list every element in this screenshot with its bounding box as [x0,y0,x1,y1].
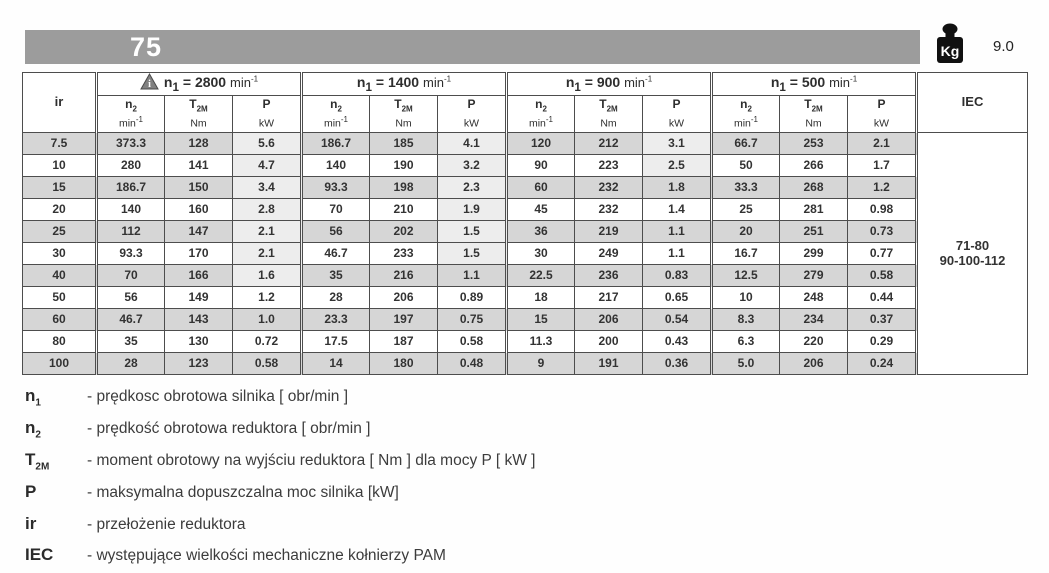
subheader-row [23,96,1028,133]
t2m-value: 170 [165,243,233,265]
t2m-value: 266 [780,155,848,177]
t2m-value: 216 [370,265,438,287]
legend-description: - występujące wielkości mechaniczne kołnierzy PAM [87,547,446,565]
weight-value: 9.0 [993,38,1014,55]
p-value: 1.1 [643,221,712,243]
legend [25,386,536,573]
t2m-value: 281 [780,199,848,221]
p-value: 4.1 [438,133,507,155]
t2m-value: 147 [165,221,233,243]
n2-value: 12.5 [712,265,780,287]
t2m-value: 232 [575,199,643,221]
t2m-value: 198 [370,177,438,199]
n2-value: 93.3 [97,243,165,265]
p-value: 1.2 [848,177,917,199]
n2-value: 140 [302,155,370,177]
table-row [23,155,1028,177]
ir-value: 25 [23,221,97,243]
ir-value: 10 [23,155,97,177]
t2m-value: 191 [575,353,643,375]
t2m-value: 197 [370,309,438,331]
warning-icon [140,73,159,90]
colhead-t2m: $T_{2M}$ Nm [370,96,438,133]
legend-description: - prędkość obrotowa reduktora [ obr/min ] [87,419,371,437]
n2-value: 90 [507,155,575,177]
colhead-p: P kW [643,96,712,133]
p-value: 5.6 [233,133,302,155]
ir-value: 7.5 [23,133,97,155]
p-value: 0.83 [643,265,712,287]
legend-symbol: $T_{2M}$ [25,449,50,473]
iec-column-header: IEC [917,73,1028,133]
n2-value: 60 [507,177,575,199]
t2m-value: 141 [165,155,233,177]
t2m-value: 128 [165,133,233,155]
legend-description: - maksymalna dopuszczalna moc silnika [kW] [87,483,399,501]
ir-column-header: ir [23,73,97,133]
legend-row [25,482,536,504]
model-number: 75 [130,31,163,62]
t2m-value: 217 [575,287,643,309]
n2-value: 70 [97,265,165,287]
legend-row [25,514,536,536]
t2m-value: 253 [780,133,848,155]
n2-value: 20 [712,221,780,243]
n2-value: 120 [507,133,575,155]
n2-value: 46.7 [97,309,165,331]
legend-symbol: ir [25,513,37,533]
group-header-n1-900: $n_1 = 900$ $\min^{-1}$ [507,73,712,96]
colhead-p: P kW [438,96,507,133]
t2m-value: 219 [575,221,643,243]
p-value: 2.1 [848,133,917,155]
p-value: 2.8 [233,199,302,221]
table-row [23,221,1028,243]
p-value: 0.43 [643,331,712,353]
n2-value: 35 [97,331,165,353]
n2-value: 17.5 [302,331,370,353]
p-value: 1.5 [438,221,507,243]
table-row [23,331,1028,353]
t2m-value: 202 [370,221,438,243]
t2m-value: 251 [780,221,848,243]
n2-value: 35 [302,265,370,287]
table-row [23,353,1028,375]
p-value: 2.1 [233,243,302,265]
p-value: 4.7 [233,155,302,177]
ir-value: 15 [23,177,97,199]
t2m-value: 123 [165,353,233,375]
legend-description: - prędkosc obrotowa silnika [ obr/min ] [87,388,349,405]
t2m-value: 233 [370,243,438,265]
p-value: 0.44 [848,287,917,309]
p-value: 1.5 [438,243,507,265]
p-value: 0.24 [848,353,917,375]
t2m-value: 200 [575,331,643,353]
colhead-n2: $n_2$ $\min^{-1}$ [507,96,575,133]
legend-row [25,418,536,440]
n2-value: 22.5 [507,265,575,287]
p-value: 1.0 [233,309,302,331]
t2m-value: 180 [370,353,438,375]
p-value: 3.1 [643,133,712,155]
p-value: 0.65 [643,287,712,309]
n2-value: 66.7 [712,133,780,155]
table-row [23,177,1028,199]
n2-value: 14 [302,353,370,375]
n2-value: 8.3 [712,309,780,331]
p-value: 0.58 [848,265,917,287]
table-row [23,309,1028,331]
n2-value: 25 [712,199,780,221]
p-value: 0.36 [643,353,712,375]
iec-value: 71-80 90-100-112 [917,133,1028,375]
legend-description: - przełożenie reduktora [87,515,246,533]
n2-value: 70 [302,199,370,221]
p-value: 0.54 [643,309,712,331]
weight-indicator [933,23,967,65]
group-header-n1-2800: i $n_1 = 2800$ $\min^{-1}$ [97,73,302,96]
p-value: 0.48 [438,353,507,375]
group-header-n1-1400: $n_1 = 1400$ $\min^{-1}$ [302,73,507,96]
t2m-value: 212 [575,133,643,155]
group-header-row [23,73,1028,96]
table-row [23,243,1028,265]
p-value: 1.1 [438,265,507,287]
n2-value: 186.7 [97,177,165,199]
p-value: 0.77 [848,243,917,265]
t2m-value: 234 [780,309,848,331]
t2m-value: 190 [370,155,438,177]
ir-value: 80 [23,331,97,353]
n2-value: 11.3 [507,331,575,353]
ir-value: 30 [23,243,97,265]
t2m-value: 206 [780,353,848,375]
t2m-value: 220 [780,331,848,353]
p-value: 0.58 [438,331,507,353]
n2-value: 50 [712,155,780,177]
n2-value: 45 [507,199,575,221]
t2m-value: 279 [780,265,848,287]
n2-value: 30 [507,243,575,265]
t2m-value: 299 [780,243,848,265]
t2m-value: 206 [575,309,643,331]
t2m-value: 236 [575,265,643,287]
legend-symbol: $n_1$ [25,386,41,409]
t2m-value: 249 [575,243,643,265]
p-value: 2.1 [233,221,302,243]
table-row [23,199,1028,221]
table-row [23,287,1028,309]
p-value: 0.73 [848,221,917,243]
n2-value: 93.3 [302,177,370,199]
colhead-t2m: $T_{2M}$ Nm [575,96,643,133]
p-value: 2.3 [438,177,507,199]
ir-value: 40 [23,265,97,287]
ir-value: 50 [23,287,97,309]
p-value: 0.72 [233,331,302,353]
n2-value: 36 [507,221,575,243]
p-value: 1.9 [438,199,507,221]
legend-row [25,545,536,567]
p-value: 3.4 [233,177,302,199]
t2m-value: 206 [370,287,438,309]
kg-weight-icon [933,23,967,65]
table-row [23,265,1028,287]
n2-value: 9 [507,353,575,375]
p-value: 0.75 [438,309,507,331]
svg-text:Kg: Kg [940,43,960,59]
n2-value: 5.0 [712,353,780,375]
legend-symbol: IEC [25,545,54,565]
t2m-value: 223 [575,155,643,177]
p-value: 0.37 [848,309,917,331]
ir-value: 20 [23,199,97,221]
legend-row [25,386,536,408]
n2-value: 46.7 [302,243,370,265]
p-value: 1.2 [233,287,302,309]
n2-value: 280 [97,155,165,177]
p-value: 1.4 [643,199,712,221]
n2-value: 140 [97,199,165,221]
colhead-n2: $n_2$ $\min^{-1}$ [712,96,780,133]
n2-value: 6.3 [712,331,780,353]
t2m-value: 248 [780,287,848,309]
colhead-t2m: $T_{2M}$ Nm [780,96,848,133]
n2-value: 23.3 [302,309,370,331]
p-value: 1.7 [848,155,917,177]
ir-value: 60 [23,309,97,331]
n2-value: 56 [97,287,165,309]
p-value: 2.5 [643,155,712,177]
legend-symbol: $n_2$ [25,417,41,441]
model-bar [25,30,920,64]
t2m-value: 130 [165,331,233,353]
colhead-n2: $n_2$ $\min^{-1}$ [302,96,370,133]
t2m-value: 185 [370,133,438,155]
p-value: 0.58 [233,353,302,375]
n2-value: 33.3 [712,177,780,199]
p-value: 1.6 [233,265,302,287]
n2-value: 28 [302,287,370,309]
ir-value: 100 [23,353,97,375]
t2m-value: 149 [165,287,233,309]
n2-value: 373.3 [97,133,165,155]
t2m-value: 150 [165,177,233,199]
spec-table [22,72,1028,375]
colhead-p: P kW [233,96,302,133]
group-header-n1-500: $n_1 = 500$ $\min^{-1}$ [712,73,917,96]
legend-symbol: P [25,481,37,501]
n2-value: 10 [712,287,780,309]
t2m-value: 143 [165,309,233,331]
n2-value: 15 [507,309,575,331]
p-value: 1.8 [643,177,712,199]
p-value: 1.1 [643,243,712,265]
n2-value: 18 [507,287,575,309]
t2m-value: 210 [370,199,438,221]
colhead-n2: $n_2$ $\min^{-1}$ [97,96,165,133]
p-value: 0.29 [848,331,917,353]
t2m-value: 268 [780,177,848,199]
spec-table-body [23,133,1028,375]
n2-value: 56 [302,221,370,243]
t2m-value: 232 [575,177,643,199]
p-value: 3.2 [438,155,507,177]
p-value: 0.89 [438,287,507,309]
colhead-t2m: $T_{2M}$ Nm [165,96,233,133]
n2-value: 28 [97,353,165,375]
legend-description: - moment obrotowy na wyjściu reduktora [ Nm ] dla mocy P [ kW ] [87,451,536,469]
t2m-value: 187 [370,331,438,353]
colhead-p: P kW [848,96,917,133]
t2m-value: 160 [165,199,233,221]
n2-value: 186.7 [302,133,370,155]
t2m-value: 166 [165,265,233,287]
legend-row [25,450,536,472]
n2-value: 112 [97,221,165,243]
n2-value: 16.7 [712,243,780,265]
p-value: 0.98 [848,199,917,221]
svg-text:i: i [148,79,151,91]
table-row [23,133,1028,155]
